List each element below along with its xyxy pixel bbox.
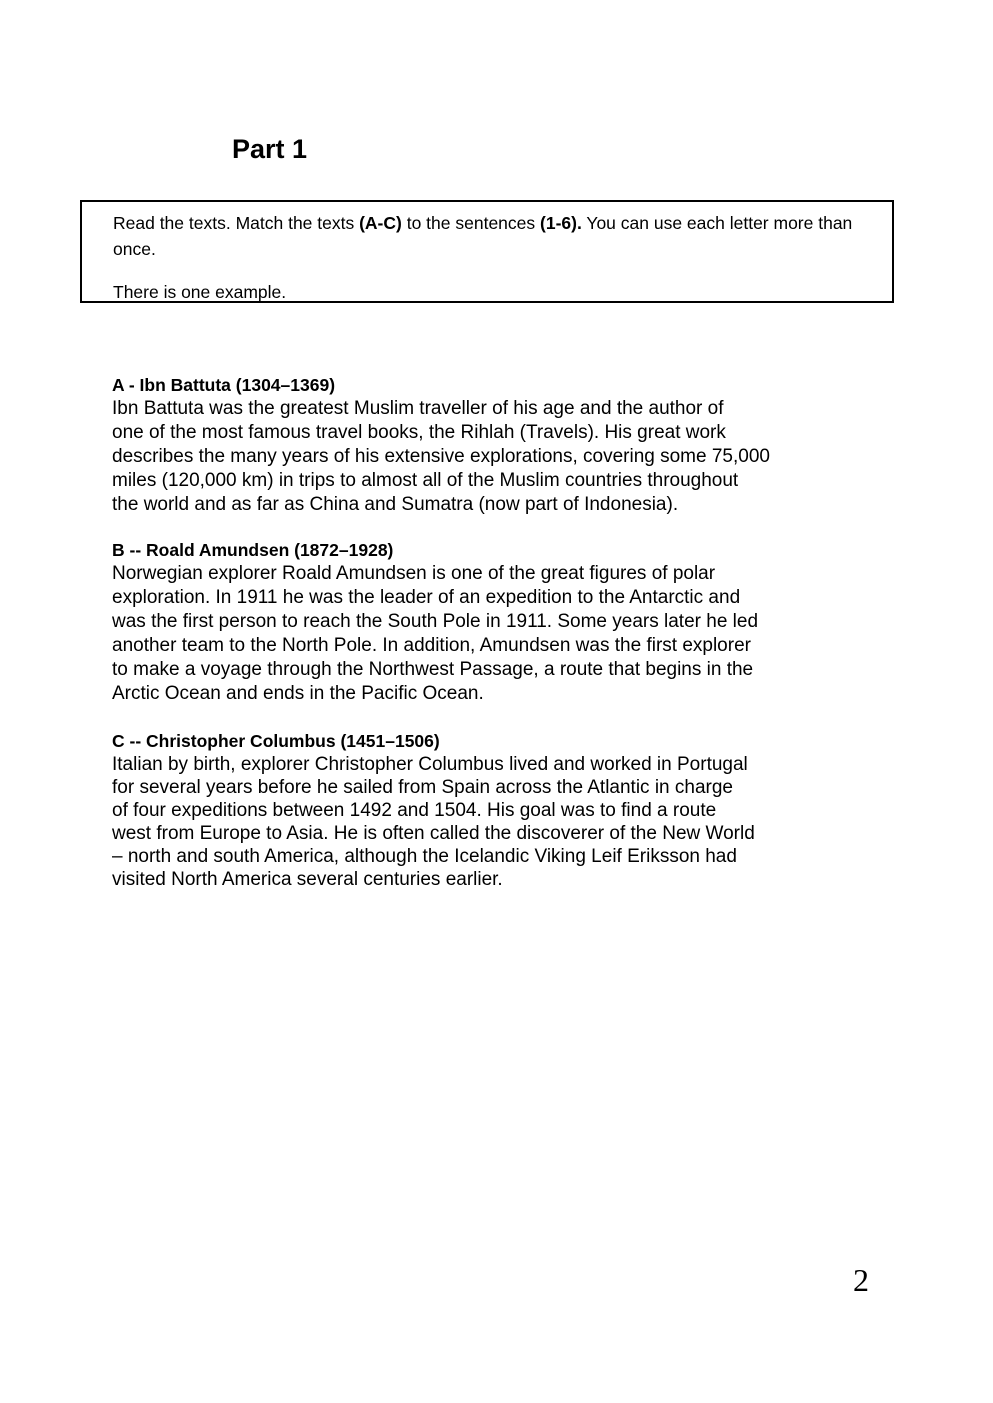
text-b-heading: B -- Roald Amundsen (1872–1928): [112, 540, 394, 560]
text-b-body: Norwegian explorer Roald Amundsen is one of the great figures of polar exploration. In 1911 he was the leader of an expedition to the Antarctic and was the first person to reach the South Pole in 1911. Some years later he led another team to the North Pole. In addition, Amundsen was the first explorer to make a voyage through the Northwest Passage, a route that begins in the Arctic Ocean and ends in the Pacific Ocean.: [112, 563, 759, 704]
page-title: Part 1: [232, 134, 308, 164]
text-c-heading: C -- Christopher Columbus (1451–1506): [112, 731, 440, 751]
text-a-body: Ibn Battuta was the greatest Muslim traveller of his age and the author of one of the most famous travel books, the Rihlah (Travels). His great work describes the many years of his extensive explorations, covering some 75,000 miles (120,000 km) in trips to almost all of the Muslim countries throughout the world and as far as China and Sumatra (now part of Indonesia).: [112, 398, 770, 515]
text-c: [112, 729, 852, 891]
text-b: [112, 538, 852, 706]
instructions-line: Read the texts. Match the texts (A-C) to the sentences (1-6). You can use each letter more than once.: [113, 213, 853, 259]
instructions-box: [80, 200, 894, 303]
text-a-heading: A - Ibn Battuta (1304–1369): [112, 375, 336, 395]
page-number: 2: [853, 1262, 869, 1298]
text-c-body: Italian by birth, explorer Christopher Columbus lived and worked in Portugal for several years before he sailed from Spain across the Atlantic in charge of four expeditions between 1492 and 1504. His goal was to find a route west from Europe to Asia. He is often called the discoverer of the New World – north and south America, although the Icelandic Viking Leif Eriksson had visited North America several centuries earlier.: [112, 754, 755, 890]
text-a: [112, 373, 852, 517]
example-note: There is one example.: [113, 282, 287, 302]
